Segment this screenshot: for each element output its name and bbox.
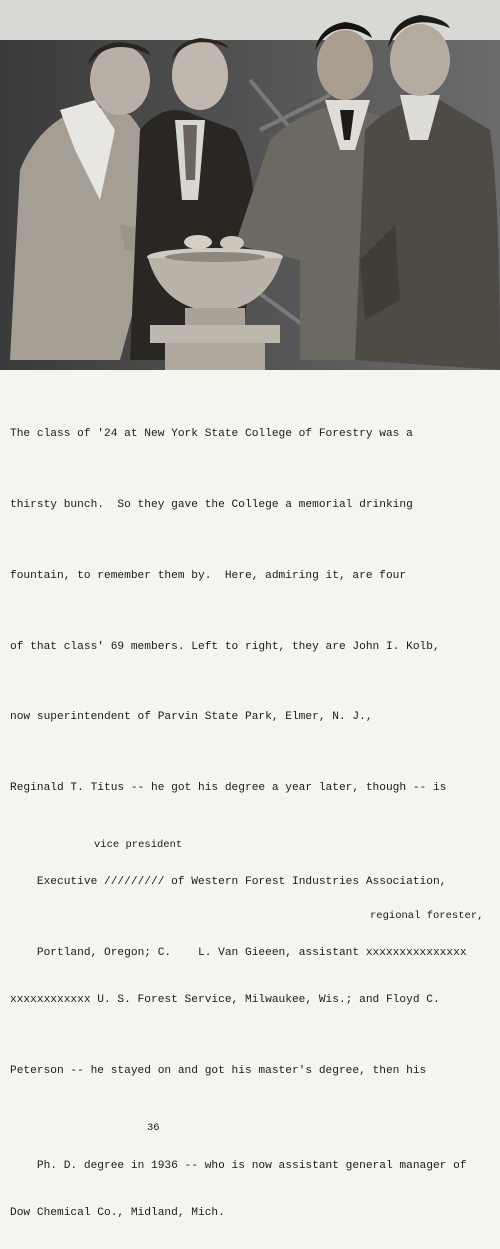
caption-line-1: The class of '24 at New York State College of Forestry was a [10, 428, 413, 441]
caption-line-11 [10, 1122, 496, 1172]
caption-line-8 [10, 909, 496, 960]
photo-illustration [0, 0, 500, 370]
overwrite-36: 36 [147, 1122, 160, 1134]
caption-line-7-text: Executive ///////// of Western Forest Industries Association, [36, 876, 447, 889]
caption-line-8-text: Portland, Oregon; C. L. Van Gieeen, assistant xxxxxxxxxxxxxxx [36, 947, 467, 960]
caption-line-9: xxxxxxxxxxxx U. S. Forest Service, Milwaukee, Wis.; and Floyd C. [10, 994, 440, 1007]
typed-caption [10, 376, 496, 1249]
caption-line-12: Dow Chemical Co., Midland, Mich. [10, 1206, 225, 1219]
caption-line-5: now superintendent of Parvin State Park, Elmer, N. J., [10, 711, 373, 724]
caption-line-4: of that class' 69 members. Left to right, they are John I. Kolb, [10, 640, 440, 653]
caption-line-6: Reginald T. Titus -- he got his degree a year later, though -- is [10, 782, 447, 795]
overwrite-regional-forester: regional forester, [370, 909, 484, 922]
overwrite-vice-president: vice president [94, 838, 183, 851]
caption-line-7 [10, 838, 496, 889]
caption-line-3: fountain, to remember them by. Here, admiring it, are four [10, 569, 407, 582]
historic-photo [0, 0, 500, 370]
caption-line-10: Peterson -- he stayed on and got his master's degree, then his [10, 1065, 427, 1078]
caption-line-2: thirsty bunch. So they gave the College a memorial drinking [10, 498, 413, 511]
caption-line-11-text: Ph. D. degree in 1936 -- who is now assistant general manager of [36, 1159, 467, 1172]
